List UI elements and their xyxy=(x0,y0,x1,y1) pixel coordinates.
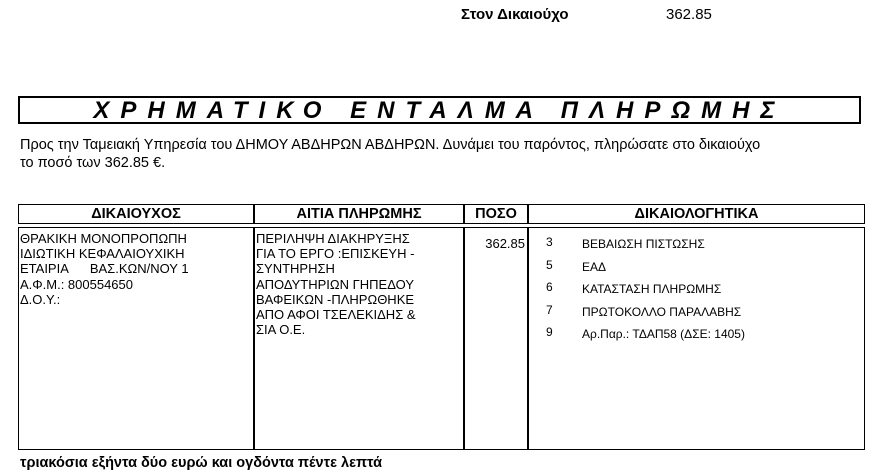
recipient-amount: 362.85 xyxy=(666,6,712,23)
document-item xyxy=(529,280,864,303)
beneficiary-line: Α.Φ.Μ.: 800554650 xyxy=(20,276,134,292)
intro-line-1: Προς την Ταμειακή Υπηρεσία του ΔΗΜΟΥ ΑΒΔΗΡΩΝ ΑΒΔΗΡΩΝ. Δυνάμει του παρόντος, πληρώσατε στο δικαιούχο xyxy=(20,137,761,153)
intro-line-2: το ποσό των 362.85 €. xyxy=(20,155,166,171)
document-item xyxy=(529,303,864,326)
reason-line: ΣΥΝΤΗΡΗΣΗ xyxy=(256,261,335,277)
document-number: 7 xyxy=(546,302,553,317)
title-box xyxy=(18,96,861,124)
amount-cell xyxy=(464,227,528,450)
document-item xyxy=(529,325,864,348)
reason-line: ΠΕΡΙΛΗΨΗ ΔΙΑΚΗΡΥΞΗΣ xyxy=(256,231,410,246)
document-title: ΧΡΗΜΑΤΙΚΟ ΕΝΤΑΛΜΑ ΠΛΗΡΩΜΗΣ xyxy=(93,97,786,124)
document-item xyxy=(529,235,864,258)
beneficiary-line: ΘΡΑΚΙΚΗ ΜΟΝΟΠΡΟΠΩΠΗ xyxy=(20,231,187,246)
document-number: 6 xyxy=(546,280,553,295)
reason-cell xyxy=(254,227,464,450)
reason-line: ΑΠΟΔΥΤΗΡΙΩΝ ΓΗΠΕΔΟΥ xyxy=(256,276,414,292)
document-item xyxy=(529,258,864,281)
header-reason: ΑΙΤΙΑ ΠΛΗΡΩΜΗΣ xyxy=(254,204,464,224)
intro-paragraph xyxy=(20,136,870,172)
reason-line: ΑΠΟ ΑΦΟΙ ΤΣΕΛΕΚΙΔΗΣ & xyxy=(256,307,416,323)
header-beneficiary: ΔΙΚΑΙΟΥΧΟΣ xyxy=(18,204,254,224)
reason-line: ΣΙΑ Ο.Ε. xyxy=(256,322,306,338)
reason-line: ΓΙΑ ΤΟ ΕΡΓΟ :ΕΠΙΣΚΕΥΗ - xyxy=(256,246,415,262)
amount-value: 362.85 xyxy=(485,236,525,251)
document-text: ΒΕΒΑΙΩΣΗ ΠΙΣΤΩΣΗΣ xyxy=(582,237,705,251)
document-text: ΠΡΩΤΟΚΟΛΛΟ ΠΑΡΑΛΑΒΗΣ xyxy=(582,304,742,319)
recipient-label: Στον Δικαιούχο xyxy=(461,6,569,23)
document-text: ΕΑΔ xyxy=(582,259,607,274)
header-amount: ΠΟΣΟ xyxy=(464,204,528,224)
documents-cell xyxy=(528,227,865,450)
header-documents: ΔΙΚΑΙΟΛΟΓΗΤΙΚΑ xyxy=(528,204,865,224)
beneficiary-line: Δ.Ο.Υ.: xyxy=(20,291,61,307)
payment-table xyxy=(18,204,865,450)
beneficiary-line: ΙΔΙΩΤΙΚΗ ΚΕΦΑΛΑΙΟΥΧΙΚΗ xyxy=(20,246,185,262)
document-number: 9 xyxy=(546,325,553,340)
document-text: Αρ.Παρ.: ΤΔΑΠ58 (ΔΣΕ: 1405) xyxy=(582,327,745,342)
document-number: 5 xyxy=(546,257,553,272)
reason-line: ΒΑΦΕΙΚΩΝ -ΠΛΗΡΩΘΗΚΕ xyxy=(256,291,415,307)
beneficiary-cell xyxy=(18,227,254,450)
amount-in-words: τριακόσια εξήντα δύο ευρώ και ογδόντα πέντε λεπτά xyxy=(20,455,383,471)
document-number: 3 xyxy=(546,235,553,249)
beneficiary-line: ΕΤΑΙΡΙΑ ΒΑΣ.ΚΩΝ/ΝΟΥ 1 xyxy=(20,261,189,277)
document-text: ΚΑΤΑΣΤΑΣΗ ΠΛΗΡΩΜΗΣ xyxy=(582,282,722,297)
